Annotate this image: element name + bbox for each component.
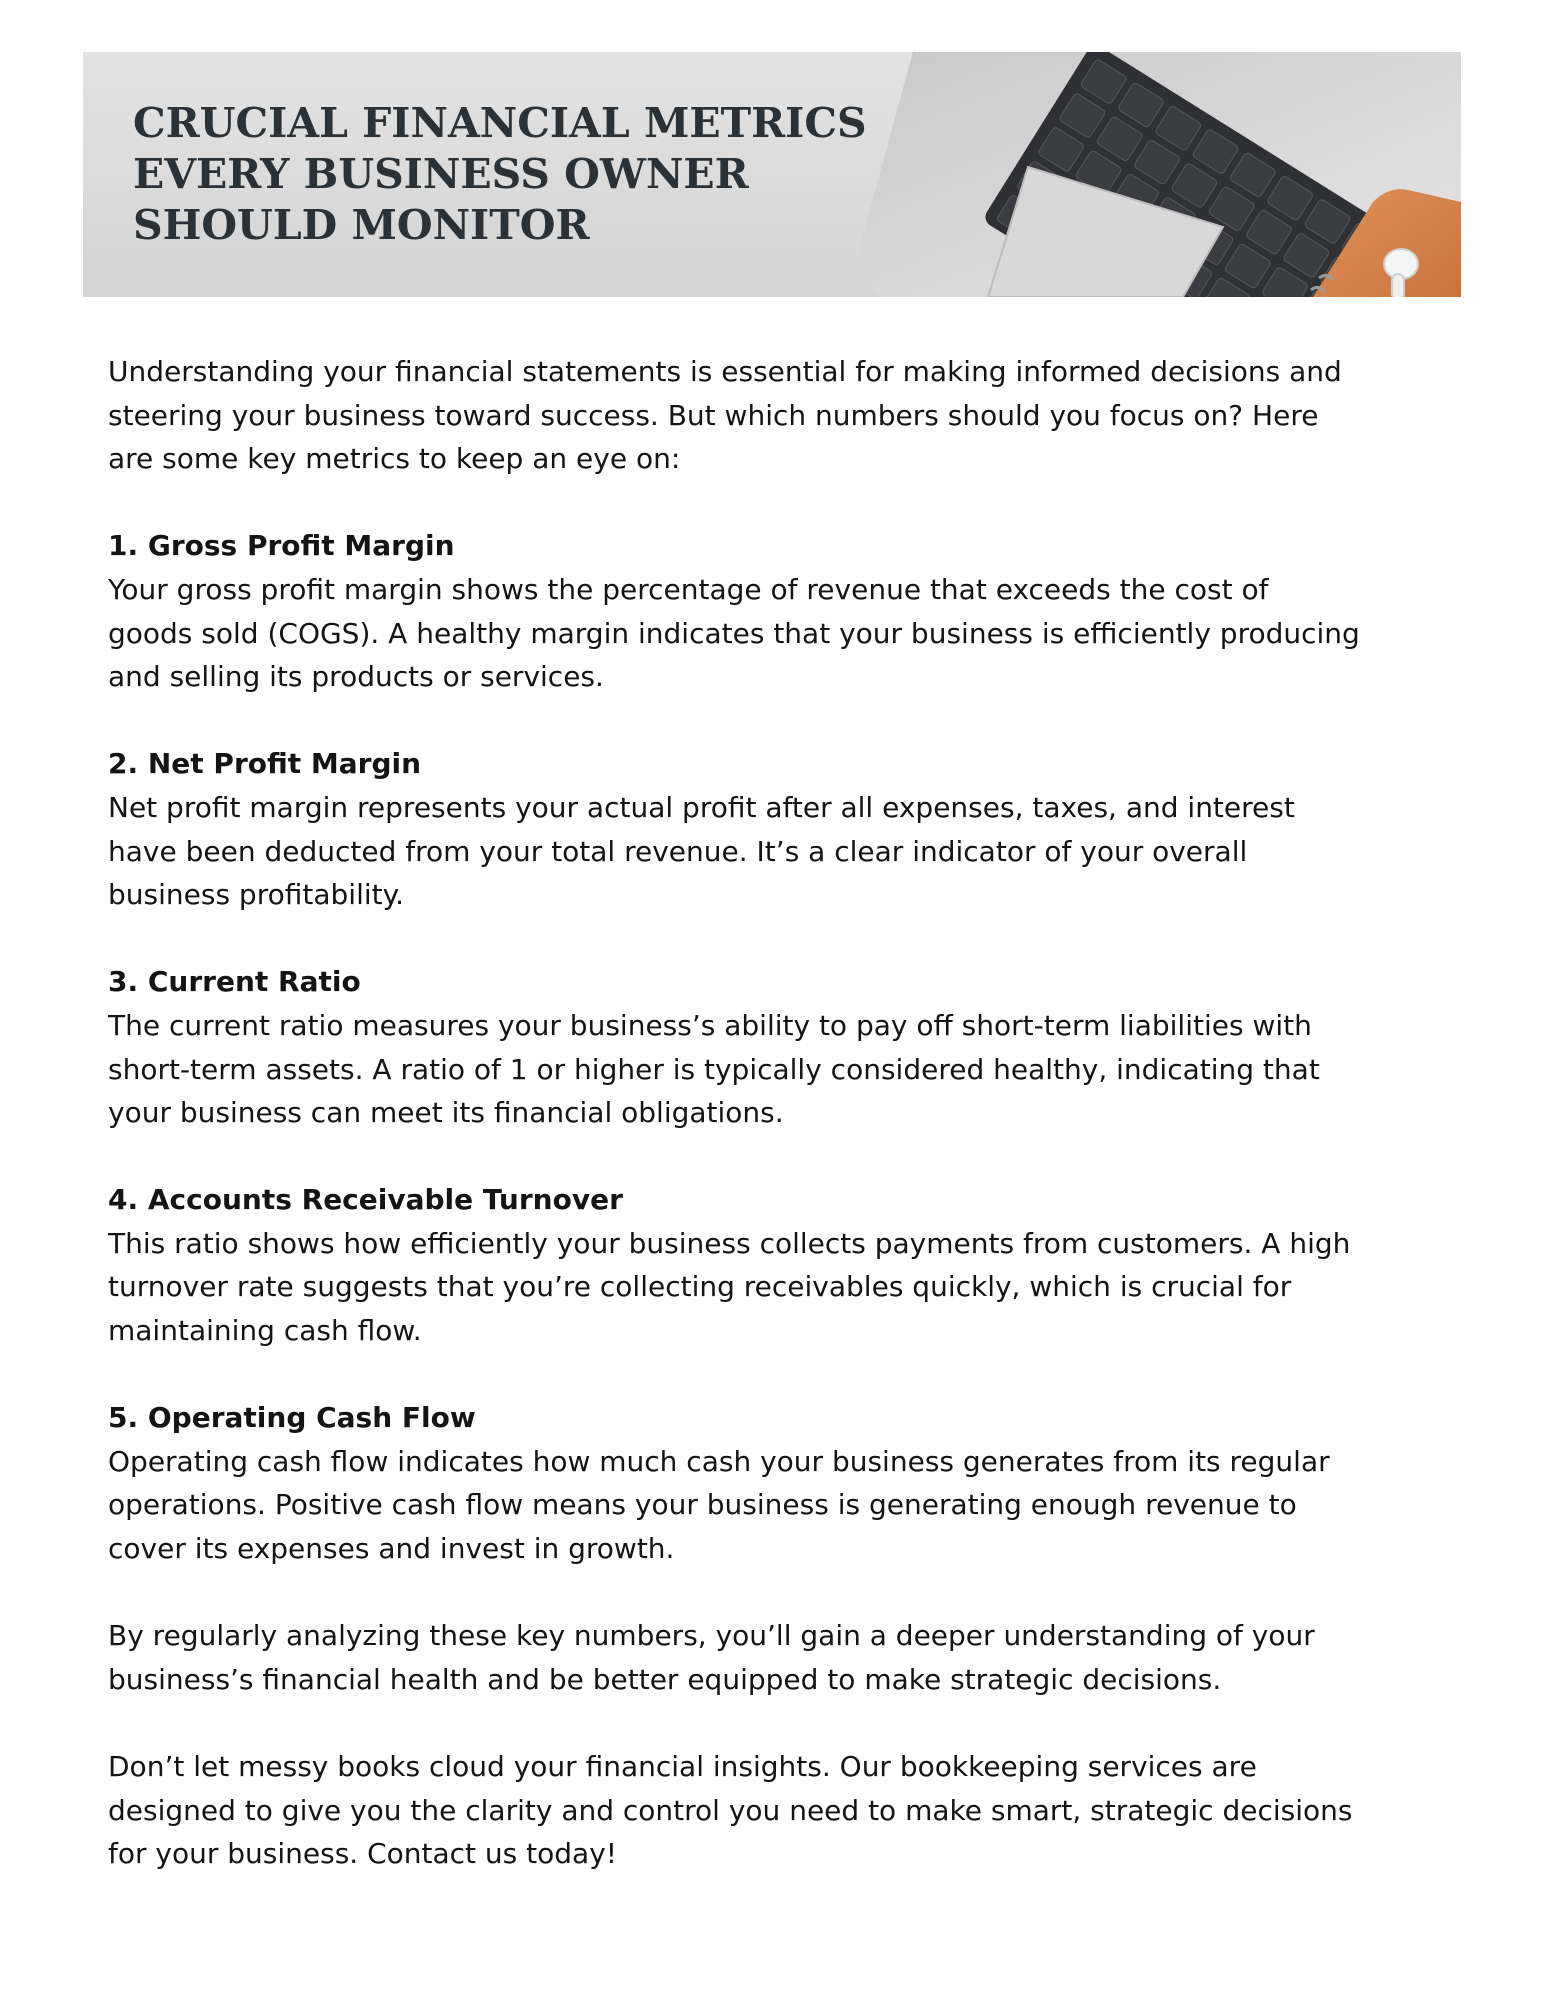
header-banner [83, 52, 1461, 297]
text-line: operations. Positive cash flow means your business is generating enough revenue to [108, 1488, 1297, 1522]
section-paragraph [108, 786, 1448, 917]
text-line: your business can meet its financial obligations. [108, 1096, 784, 1130]
intro-paragraph [108, 350, 1448, 481]
text-line: are some key metrics to keep an eye on: [108, 442, 681, 476]
text-line: The current ratio measures your business’s ability to pay off short-term liabilities with [108, 1008, 1312, 1042]
text-line: Your gross profit margin shows the percentage of revenue that exceeds the cost of [108, 572, 1269, 606]
text-line: short-term assets. A ratio of 1 or higher is typically considered healthy, indicating that [108, 1052, 1320, 1086]
section-paragraph [108, 568, 1448, 699]
section-heading: 2. Net Profit Margin [108, 747, 422, 781]
metric-section-gross-profit-margin [108, 524, 1448, 698]
text-line: By regularly analyzing these key numbers, you’ll gain a deeper understanding of your [108, 1619, 1315, 1653]
metric-section-accounts-receivable-turnover [108, 1178, 1448, 1352]
title-line: SHOULD MONITOR [133, 201, 590, 249]
text-line: business profitability. [108, 878, 405, 912]
metric-section-current-ratio [108, 960, 1448, 1134]
section-paragraph [108, 1440, 1448, 1571]
text-line: steering your business toward success. But which numbers should you focus on? Here [108, 398, 1319, 432]
closing-paragraph [108, 1614, 1448, 1701]
metric-section-net-profit-margin [108, 742, 1448, 916]
text-line: turnover rate suggests that you’re collecting receivables quickly, which is crucial for [108, 1270, 1292, 1304]
section-paragraph [108, 1004, 1448, 1135]
metric-section-operating-cash-flow [108, 1396, 1448, 1570]
text-line: Operating cash flow indicates how much cash your business generates from its regular [108, 1444, 1330, 1478]
section-paragraph [108, 1222, 1448, 1353]
text-line: goods sold (COGS). A healthy margin indicates that your business is efficiently producing [108, 616, 1360, 650]
cta-paragraph [108, 1745, 1448, 1876]
text-line: maintaining cash flow. [108, 1314, 422, 1348]
article-body [108, 350, 1448, 1919]
title-line: CRUCIAL FINANCIAL METRICS [133, 99, 867, 147]
text-line: for your business. Contact us today! [108, 1837, 618, 1871]
text-line: cover its expenses and invest in growth. [108, 1532, 675, 1566]
section-heading: 5. Operating Cash Flow [108, 1401, 476, 1435]
page-title [133, 98, 867, 251]
section-heading: 3. Current Ratio [108, 965, 361, 999]
text-line: have been deducted from your total revenue. It’s a clear indicator of your overall [108, 834, 1248, 868]
text-line: and selling its products or services. [108, 660, 604, 694]
text-line: Net profit margin represents your actual profit after all expenses, taxes, and interest [108, 790, 1295, 824]
text-line: This ratio shows how efficiently your business collects payments from customers. A high [108, 1226, 1351, 1260]
text-line: Understanding your financial statements is essential for making informed decisions and [108, 355, 1342, 388]
section-heading: 4. Accounts Receivable Turnover [108, 1183, 623, 1217]
section-heading: 1. Gross Profit Margin [108, 529, 455, 563]
text-line: business’s financial health and be better equipped to make strategic decisions. [108, 1662, 1222, 1696]
text-line: designed to give you the clarity and control you need to make smart, strategic decisions [108, 1793, 1353, 1827]
title-line: EVERY BUSINESS OWNER [133, 150, 749, 198]
text-line: Don’t let messy books cloud your financial insights. Our bookkeeping services are [108, 1750, 1257, 1783]
